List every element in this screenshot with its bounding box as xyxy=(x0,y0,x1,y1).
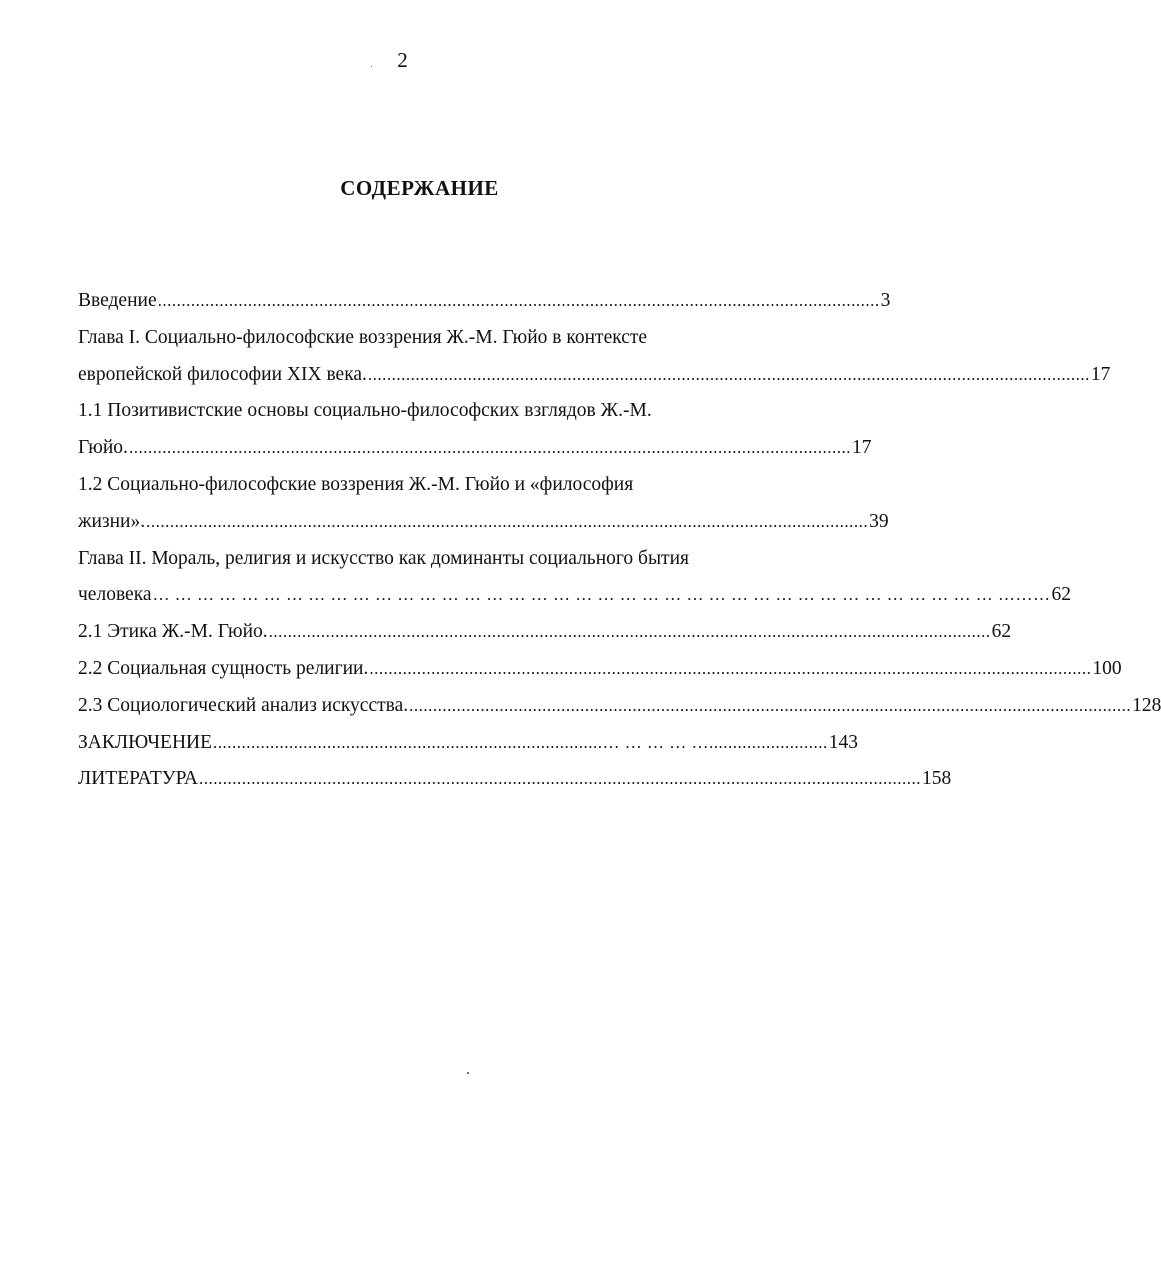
dot-leader: ........................................................................................................................................................ xyxy=(157,291,880,310)
toc-entry-section-2-3 xyxy=(78,688,1161,725)
toc-entry-page: 143 xyxy=(828,731,859,753)
toc-entry-chapter-1 xyxy=(78,357,1111,394)
toc-entry-section-1-1 xyxy=(78,430,872,467)
toc-entry-section-2-2 xyxy=(78,651,1122,688)
toc-entry-section-1-1-line-1: 1.1 Позитивистские основы социально-философских взглядов Ж.-М. xyxy=(78,400,652,422)
toc-entry-title: ЗАКЛЮЧЕНИЕ xyxy=(78,731,213,753)
dot-leader: ........................................................................................................................................................ xyxy=(146,511,869,531)
toc-entry-page: 62 xyxy=(1051,584,1072,606)
toc-entry-chapter-2 xyxy=(78,577,1072,614)
dot-leader: ........................................................................................................................................................ xyxy=(409,695,1132,715)
dot-leader: ........................................................................................................................................................ xyxy=(199,769,921,789)
scan-speck xyxy=(467,1072,469,1074)
toc-entry-title: ЛИТЕРАТУРА xyxy=(78,768,198,790)
dot-leader: ........................................................................................................................................................ xyxy=(367,364,1090,384)
toc-entry-literature xyxy=(78,761,952,798)
toc-entry-title: жизни». xyxy=(78,510,146,532)
toc-entry-conclusion xyxy=(78,725,859,762)
page-number: 2 xyxy=(397,48,408,72)
toc-entry-title: 2.3 Социологический анализ искусства. xyxy=(78,694,409,716)
toc-entry-introduction xyxy=(78,283,891,320)
toc-entry-page: 17 xyxy=(851,437,872,459)
toc-entry-page: 158 xyxy=(922,768,952,790)
dot-leader: ........................................................................................................................................................ xyxy=(128,438,851,458)
table-of-contents xyxy=(78,283,1161,798)
toc-entry-section-1-2 xyxy=(78,504,889,541)
scan-speck xyxy=(371,66,372,67)
toc-entry-page: 17 xyxy=(1090,363,1111,385)
toc-entry-title: Гюйо. xyxy=(78,437,128,459)
toc-entry-section-2-1 xyxy=(78,614,1012,651)
toc-entry-page: 100 xyxy=(1092,657,1122,679)
toc-entry-page: 39 xyxy=(869,510,889,532)
toc-entry-section-1-2-line-1: 1.2 Социально-философские воззрения Ж.-М. Гюйо и «философия xyxy=(78,473,634,495)
page-title: СОДЕРЖАНИЕ xyxy=(340,176,499,200)
toc-entry-page: 62 xyxy=(991,621,1012,643)
toc-entry-title: 2.1 Этика Ж.-М. Гюйо. xyxy=(78,621,268,643)
dot-leader: … … … … … … … … … … … … … … … … … … … … … … … … … … … … … … … … … … … … … … ……… xyxy=(152,585,1051,605)
toc-entry-title: европейской философии XIX века. xyxy=(78,363,367,385)
toc-entry-page: 128 xyxy=(1132,694,1161,716)
toc-entry-title: Введение xyxy=(78,290,157,311)
dot-leader: ........................................................................................................................................................ xyxy=(369,658,1092,678)
dot-leader: ..................................................................................… … … … …......................... xyxy=(213,732,828,752)
toc-entry-page: 3 xyxy=(880,290,891,311)
toc-entry-title: человека xyxy=(78,584,152,606)
dot-leader: ........................................................................................................................................................ xyxy=(268,622,991,642)
toc-entry-chapter-1-line-1: Глава I. Социально-философские воззрения Ж.-М. Гюйо в контексте xyxy=(78,326,648,348)
toc-entry-chapter-2-line-1: Глава II. Мораль, религия и искусство как доминанты социального бытия xyxy=(78,547,689,569)
toc-entry-title: 2.2 Социальная сущность религии. xyxy=(78,657,369,679)
